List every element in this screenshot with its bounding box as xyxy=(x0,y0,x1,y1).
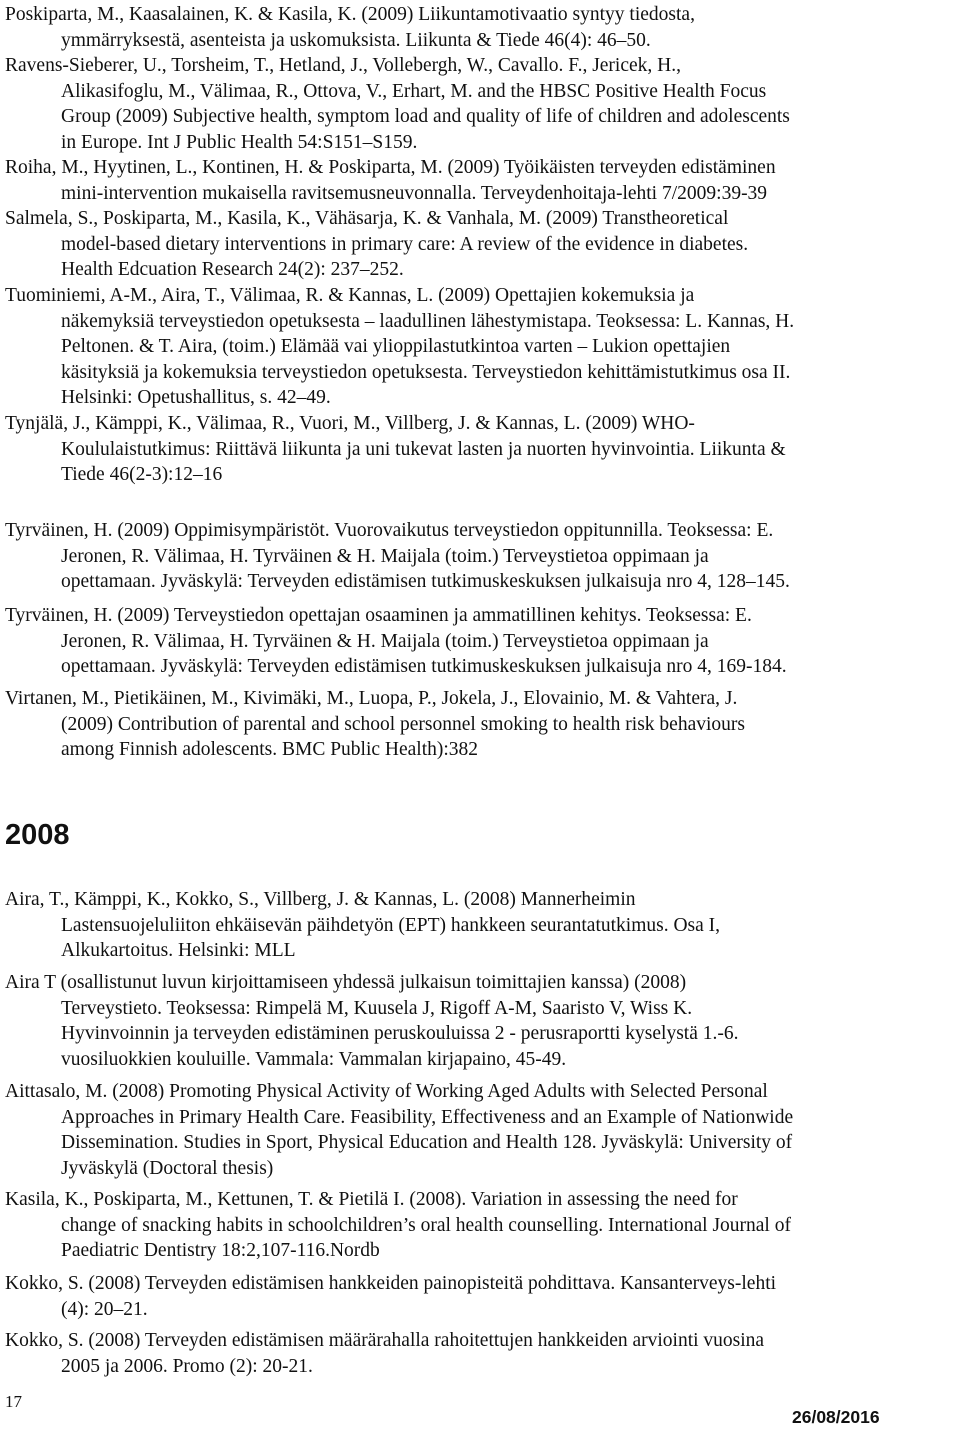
reference-entry xyxy=(5,53,955,155)
reference-line: Aittasalo, M. (2008) Promoting Physical Activity of Working Aged Adults with Selected Personal xyxy=(5,1081,768,1102)
reference-line: Ravens-Sieberer, U., Torsheim, T., Hetland, J., Vollebergh, W., Cavallo. F., Jericek, H., xyxy=(5,55,681,76)
reference-line: Virtanen, M., Pietikäinen, M., Kivimäki, M., Luopa, P., Jokela, J., Elovainio, M. & Vahtera, J. xyxy=(5,688,738,709)
reference-line: Poskiparta, M., Kaasalainen, K. & Kasila, K. (2009) Liikuntamotivaatio syntyy tiedosta, xyxy=(5,4,695,25)
reference-line: opettamaan. Jyväskylä: Terveyden edistämisen tutkimuskeskuksen julkaisuja nro 4, 169-184. xyxy=(61,656,787,677)
reference-line: Roiha, M., Hyytinen, L., Kontinen, H. & Poskiparta, M. (2009) Työikäisten terveyden edistäminen xyxy=(5,157,776,178)
reference-entry xyxy=(5,411,955,488)
reference-line: among Finnish adolescents. BMC Public Health):382 xyxy=(61,739,479,760)
reference-entry xyxy=(5,518,955,595)
reference-line: Dissemination. Studies in Sport, Physical Education and Health 128. Jyväskylä: University of xyxy=(61,1132,793,1153)
reference-line: vuosiluokkien kouluille. Vammala: Vammalan kirjapaino, 45-49. xyxy=(61,1048,567,1070)
reference-entry xyxy=(5,887,955,964)
reference-line: Tyrväinen, H. (2009) Terveystiedon opettajan osaaminen ja ammatillinen kehitys. Teoksessa: E. xyxy=(5,605,752,626)
reference-line: ymmärryksestä, asenteista ja uskomuksista. Liikunta & Tiede 46(4): 46–50. xyxy=(61,29,651,51)
footer-date: 26/08/2016 xyxy=(792,1407,880,1427)
reference-line: model-based dietary interventions in primary care: A review of the evidence in diabetes. xyxy=(61,233,749,255)
reference-line: Helsinki: Opetushallitus, s. 42–49. xyxy=(61,387,331,408)
section-heading-year: 2008 xyxy=(5,819,70,851)
reference-line: Tuominiemi, A-M., Aira, T., Välimaa, R. & Kannas, L. (2009) Opettajien kokemuksia ja xyxy=(5,285,695,306)
reference-line: Salmela, S., Poskiparta, M., Kasila, K., Vähäsarja, K. & Vanhala, M. (2009) Transtheoretical xyxy=(5,208,729,229)
reference-line: Peltonen. & T. Aira, (toim.) Elämää vai ylioppilastutkintoa varten – Lukion opettajien xyxy=(61,336,731,357)
reference-line: Group (2009) Subjective health, symptom load and quality of life of children and adolescents xyxy=(61,106,790,127)
reference-line: Health Edcuation Research 24(2): 237–252. xyxy=(61,259,404,280)
reference-line: Kokko, S. (2008) Terveyden edistämisen hankkeiden painopisteitä pohdittava. Kansanterveys-lehti xyxy=(5,1273,777,1294)
reference-entry xyxy=(5,970,955,1072)
reference-entry xyxy=(5,1328,955,1379)
reference-line: Aira T (osallistunut luvun kirjoittamiseen yhdessä julkaisun toimittajien kanssa) (2008) xyxy=(5,972,687,993)
reference-entry xyxy=(5,603,955,680)
reference-line: Terveystieto. Teoksessa: Rimpelä M, Kuusela J, Rigoff A-M, Saaristo V, Wiss K. xyxy=(61,997,693,1019)
reference-line: 2005 ja 2006. Promo (2): 20-21. xyxy=(61,1355,313,1377)
reference-line: näkemyksiä terveystiedon opetuksesta – laadullinen lähestymistapa. Teoksessa: L. Kannas, H. xyxy=(61,310,795,332)
reference-line: Alikasifoglu, M., Välimaa, R., Ottova, V., Erhart, M. and the HBSC Positive Health Focus xyxy=(61,80,767,102)
reference-line: change of snacking habits in schoolchildren’s oral health counselling. International Journal of xyxy=(61,1214,791,1236)
reference-line: Tynjälä, J., Kämppi, K., Välimaa, R., Vuori, M., Villberg, J. & Kannas, L. (2009) WHO- xyxy=(5,413,695,434)
reference-line: Paediatric Dentistry 18:2,107-116.Nordb xyxy=(61,1240,380,1261)
reference-line: in Europe. Int J Public Health 54:S151–S159. xyxy=(61,131,418,153)
reference-line: Lastensuojeluliiton ehkäisevän päihdetyön (EPT) hankkeen seurantatutkimus. Osa I, xyxy=(61,914,721,936)
reference-line: Jeronen, R. Välimaa, H. Tyrväinen & H. Maijala (toim.) Terveystietoa oppimaan ja xyxy=(61,630,709,652)
reference-line: Tyrväinen, H. (2009) Oppimisympäristöt. Vuorovaikutus terveystiedon oppitunnilla. Teoksessa: E. xyxy=(5,520,774,541)
reference-line: Aira, T., Kämppi, K., Kokko, S., Villberg, J. & Kannas, L. (2008) Mannerheimin xyxy=(5,889,636,910)
reference-line: Alkukartoitus. Helsinki: MLL xyxy=(61,940,296,961)
reference-line: Koululaistutkimus: Riittävä liikunta ja uni tukevat lasten ja nuorten hyvinvointia. Liikunta & xyxy=(61,438,786,460)
reference-entry xyxy=(5,1079,955,1181)
reference-entry xyxy=(5,155,955,206)
reference-line: (2009) Contribution of parental and school personnel smoking to health risk behaviours xyxy=(61,713,745,735)
reference-line: (4): 20–21. xyxy=(61,1298,148,1320)
reference-line: Hyvinvoinnin ja terveyden edistäminen peruskouluissa 2 - perusraportti kyselystä 1.-6. xyxy=(61,1023,739,1044)
reference-line: Jyväskylä (Doctoral thesis) xyxy=(61,1157,274,1179)
reference-line: käsityksiä ja kokemuksia terveystiedon opetuksesta. Terveystiedon kehittämistutkimus osa II. xyxy=(61,361,791,383)
reference-entry xyxy=(5,206,955,283)
reference-line: Kasila, K., Poskiparta, M., Kettunen, T. & Pietilä I. (2008). Variation in assessing the need for xyxy=(5,1189,738,1210)
reference-entry xyxy=(5,1187,955,1264)
reference-line: Jeronen, R. Välimaa, H. Tyrväinen & H. Maijala (toim.) Terveystietoa oppimaan ja xyxy=(61,545,709,567)
reference-line: Kokko, S. (2008) Terveyden edistämisen määrärahalla rahoitettujen hankkeiden arviointi vuosina xyxy=(5,1330,765,1351)
reference-entry xyxy=(5,686,955,763)
reference-entry xyxy=(5,283,955,411)
reference-line: opettamaan. Jyväskylä: Terveyden edistämisen tutkimuskeskuksen julkaisuja nro 4, 128–145. xyxy=(61,571,790,592)
reference-line: mini-intervention mukaisella ravitsemusneuvonnalla. Terveydenhoitaja-lehti 7/2009:39-39 xyxy=(61,182,768,204)
reference-entry xyxy=(5,2,955,53)
page-number: 17 xyxy=(5,1392,22,1411)
reference-entry xyxy=(5,1271,955,1322)
reference-line: Tiede 46(2-3):12–16 xyxy=(61,464,223,485)
reference-line: Approaches in Primary Health Care. Feasibility, Effectiveness and an Example of Nationwide xyxy=(61,1106,794,1128)
